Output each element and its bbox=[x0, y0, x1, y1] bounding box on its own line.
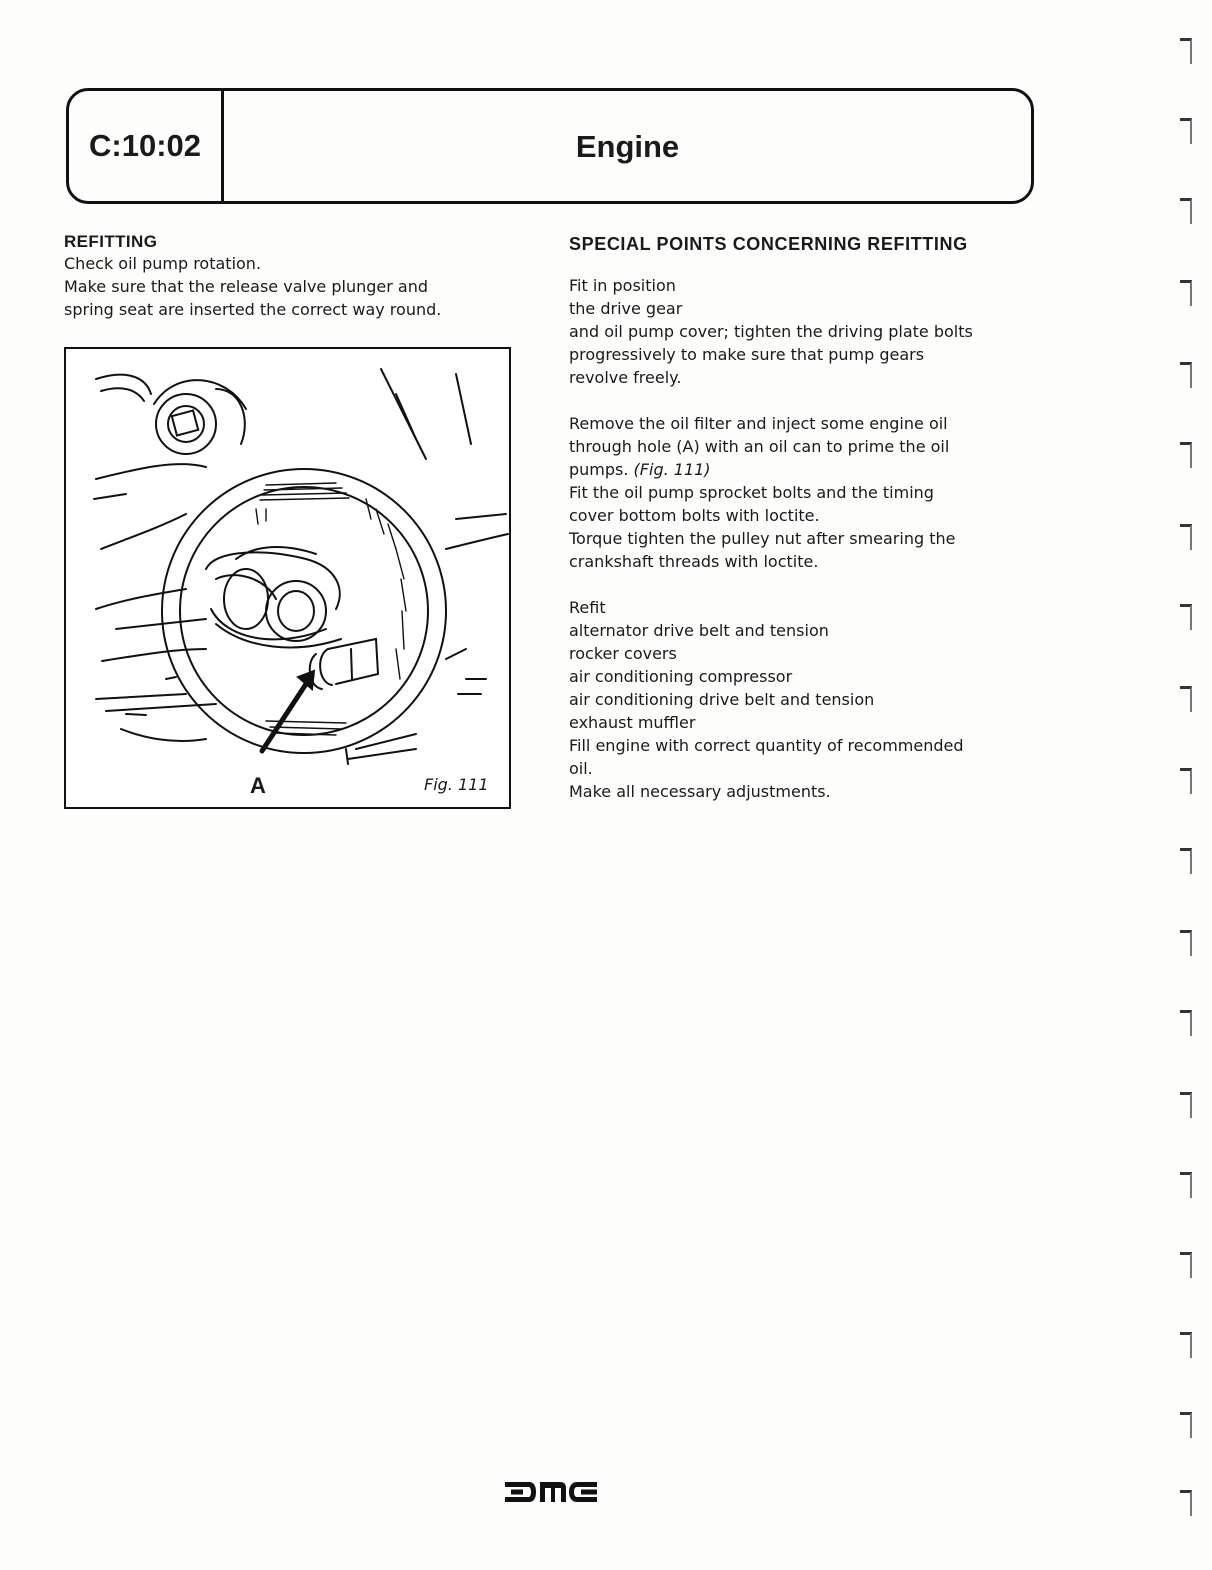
index-tab-mark bbox=[1180, 442, 1192, 468]
refitting-line: Check oil pump rotation. bbox=[64, 254, 262, 273]
index-tab-mark bbox=[1180, 280, 1192, 306]
text-line: Fit the oil pump sprocket bolts and the timing bbox=[569, 483, 934, 502]
figure-caption: Fig. 111 bbox=[424, 775, 489, 794]
text-line: through hole (A) with an oil can to prime the oil bbox=[569, 437, 950, 456]
refitting-heading: REFITTING bbox=[64, 232, 158, 251]
index-tab-mark bbox=[1180, 930, 1192, 956]
index-tab-mark bbox=[1180, 604, 1192, 630]
index-tab-mark bbox=[1180, 1412, 1192, 1438]
text-line: rocker covers bbox=[569, 644, 677, 663]
special-points-heading: SPECIAL POINTS CONCERNING REFITTING bbox=[569, 234, 968, 254]
index-tab-mark bbox=[1180, 1252, 1192, 1278]
index-tab-mark bbox=[1180, 1092, 1192, 1118]
text-line: the drive gear bbox=[569, 299, 683, 318]
text-line: oil. bbox=[569, 759, 593, 778]
text-fragment: pumps. bbox=[569, 460, 634, 479]
text-line: Fill engine with correct quantity of recommended bbox=[569, 736, 964, 755]
text-line: air conditioning compressor bbox=[569, 667, 793, 686]
figure-label-a: A bbox=[250, 773, 266, 798]
text-line: cover bottom bolts with loctite. bbox=[569, 506, 820, 525]
text-line: revolve freely. bbox=[569, 368, 682, 387]
special-points-section bbox=[569, 234, 1039, 826]
refitting-line: Make sure that the release valve plunger and bbox=[64, 277, 428, 296]
index-tab-mark bbox=[1180, 524, 1192, 550]
figure-111 bbox=[64, 347, 511, 809]
dmc-logo bbox=[505, 1480, 597, 1508]
paragraph-fit-position bbox=[569, 274, 1039, 389]
text-line: Torque tighten the pulley nut after smearing the bbox=[569, 529, 956, 548]
text-line: and oil pump cover; tighten the driving plate bolts bbox=[569, 322, 973, 341]
text-line: Refit bbox=[569, 598, 606, 617]
figure-reference: (Fig. 111) bbox=[633, 460, 711, 479]
section-header bbox=[66, 88, 1034, 204]
text-line: crankshaft threads with loctite. bbox=[569, 552, 819, 571]
text-line: exhaust muffler bbox=[569, 713, 696, 732]
index-tab-mark bbox=[1180, 38, 1192, 64]
paragraph-refit bbox=[569, 596, 1039, 803]
oil-pump-illustration bbox=[66, 349, 509, 807]
section-code: C:10:02 bbox=[89, 128, 201, 163]
index-tabs bbox=[1176, 30, 1206, 1570]
index-tab-mark bbox=[1180, 686, 1192, 712]
dmc-logo-icon bbox=[505, 1480, 597, 1504]
text-line: Fit in position bbox=[569, 276, 676, 295]
index-tab-mark bbox=[1180, 1010, 1192, 1036]
index-tab-mark bbox=[1180, 118, 1192, 144]
paragraph-oil-priming bbox=[569, 412, 1039, 573]
index-tab-mark bbox=[1180, 362, 1192, 388]
text-line: Remove the oil filter and inject some engine oil bbox=[569, 414, 948, 433]
refitting-section bbox=[64, 232, 504, 321]
text-line: Make all necessary adjustments. bbox=[569, 782, 831, 801]
text-line: progressively to make sure that pump gears bbox=[569, 345, 925, 364]
text-line: air conditioning drive belt and tension bbox=[569, 690, 875, 709]
index-tab-mark bbox=[1180, 1172, 1192, 1198]
text-line bbox=[569, 458, 1039, 481]
index-tab-mark bbox=[1180, 1332, 1192, 1358]
index-tab-mark bbox=[1180, 1490, 1192, 1516]
text-line: alternator drive belt and tension bbox=[569, 621, 829, 640]
index-tab-mark bbox=[1180, 848, 1192, 874]
index-tab-mark bbox=[1180, 198, 1192, 224]
index-tab-mark bbox=[1180, 768, 1192, 794]
refitting-line: spring seat are inserted the correct way round. bbox=[64, 300, 442, 319]
section-title: Engine bbox=[575, 129, 680, 164]
